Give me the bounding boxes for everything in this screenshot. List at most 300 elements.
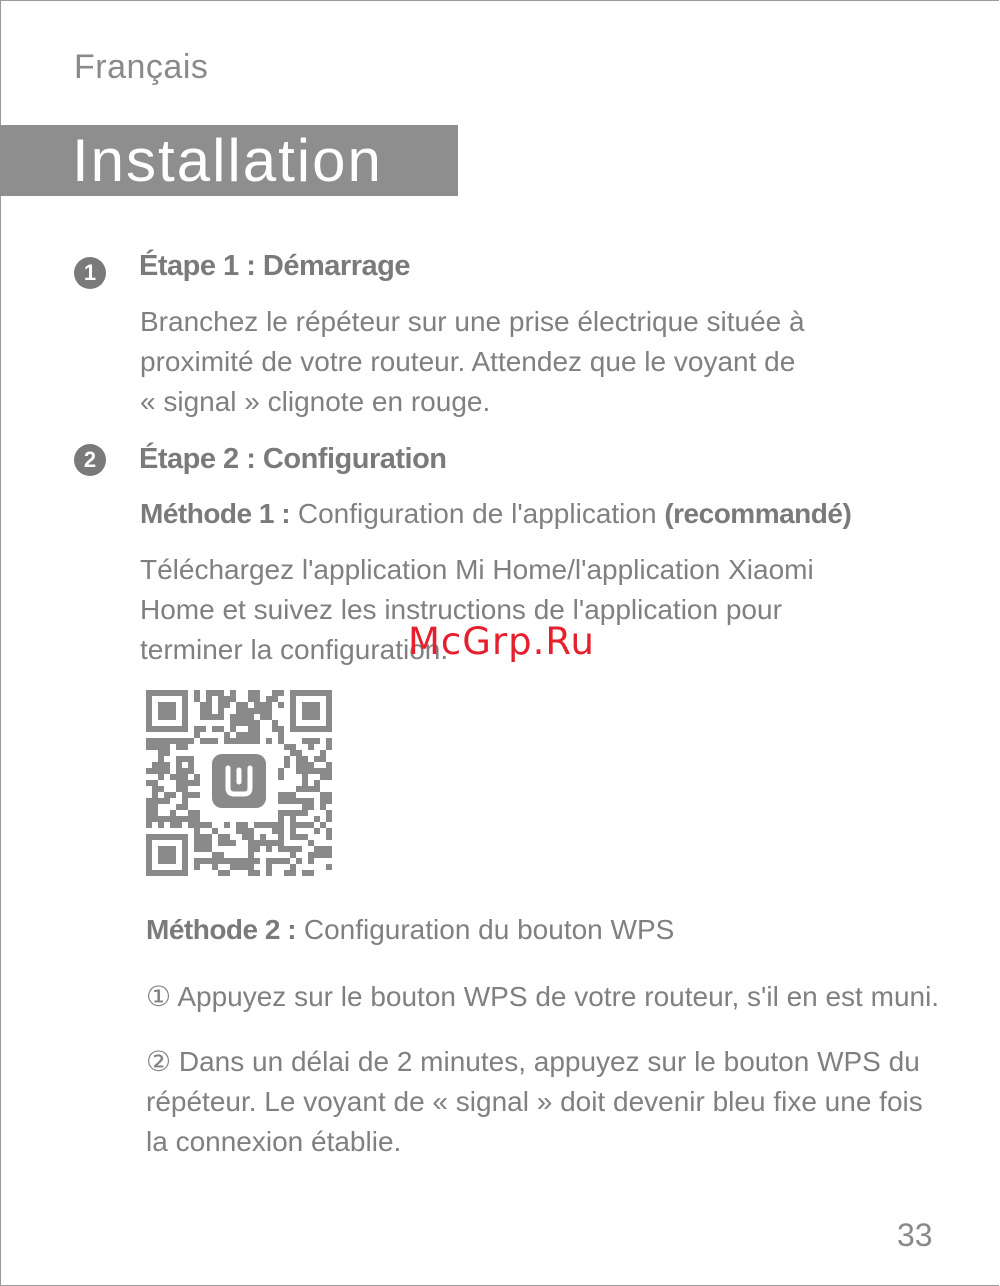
qr-module xyxy=(290,792,296,798)
qr-module xyxy=(158,756,164,762)
step-2-number-badge: 2 xyxy=(74,444,106,476)
qr-module xyxy=(260,702,266,708)
qr-module xyxy=(146,738,152,744)
step-1-body xyxy=(140,302,805,422)
qr-module xyxy=(290,750,296,756)
qr-module xyxy=(308,744,314,750)
qr-module xyxy=(194,828,200,834)
qr-module xyxy=(302,798,308,804)
qr-module xyxy=(266,696,272,702)
qr-module xyxy=(182,780,188,786)
qr-module xyxy=(326,792,332,798)
qr-module xyxy=(158,768,164,774)
qr-module xyxy=(146,810,152,816)
qr-module xyxy=(326,768,332,774)
qr-module xyxy=(242,720,248,726)
qr-module xyxy=(242,738,248,744)
qr-module xyxy=(176,744,182,750)
qr-module xyxy=(314,756,320,762)
qr-module xyxy=(254,840,260,846)
qr-module xyxy=(272,696,278,702)
qr-module xyxy=(182,804,188,810)
qr-module xyxy=(164,798,170,804)
qr-module xyxy=(326,864,332,870)
qr-module xyxy=(254,858,260,864)
qr-module xyxy=(278,690,284,696)
method-2-line xyxy=(146,914,674,946)
qr-module xyxy=(296,756,302,762)
qr-module xyxy=(248,726,254,732)
qr-module xyxy=(212,828,218,834)
step-1-number-badge: 1 xyxy=(74,257,106,289)
qr-module xyxy=(212,852,218,858)
qr-module xyxy=(194,696,200,702)
qr-module xyxy=(206,690,212,696)
qr-module xyxy=(152,786,158,792)
qr-module xyxy=(254,726,260,732)
qr-module xyxy=(170,792,176,798)
method-1-text: Configuration de l'application xyxy=(290,498,665,529)
qr-module xyxy=(254,822,260,828)
qr-module xyxy=(176,768,182,774)
qr-module xyxy=(194,834,200,840)
qr-module xyxy=(176,756,182,762)
qr-module xyxy=(278,822,284,828)
qr-module xyxy=(278,768,284,774)
qr-module xyxy=(308,870,314,876)
qr-module xyxy=(158,798,164,804)
qr-module xyxy=(224,870,230,876)
qr-module xyxy=(212,858,218,864)
qr-module xyxy=(290,870,296,876)
qr-module xyxy=(248,834,254,840)
qr-module xyxy=(176,774,182,780)
qr-module xyxy=(248,738,254,744)
qr-module xyxy=(194,858,200,864)
qr-module xyxy=(296,750,302,756)
qr-module xyxy=(236,864,242,870)
wps-item-2-line: répéteur. Le voyant de « signal » doit devenir bleu fixe une fois xyxy=(146,1086,923,1117)
qr-module xyxy=(236,822,242,828)
qr-module xyxy=(224,732,230,738)
qr-module xyxy=(272,720,278,726)
qr-module xyxy=(248,690,254,696)
qr-module xyxy=(242,708,248,714)
qr-module xyxy=(206,846,212,852)
qr-module xyxy=(236,732,242,738)
step-1-body-line: « signal » clignote en rouge. xyxy=(140,386,491,417)
qr-module xyxy=(248,846,254,852)
qr-module xyxy=(200,702,206,708)
qr-module xyxy=(278,792,284,798)
qr-module xyxy=(320,852,326,858)
qr-module xyxy=(326,828,332,834)
qr-module xyxy=(320,804,326,810)
qr-module xyxy=(296,810,302,816)
qr-module xyxy=(200,714,206,720)
qr-module xyxy=(206,714,212,720)
qr-module xyxy=(320,750,326,756)
qr-module xyxy=(284,756,290,762)
qr-module xyxy=(194,732,200,738)
qr-module xyxy=(284,798,290,804)
qr-module xyxy=(146,744,152,750)
qr-module xyxy=(296,822,302,828)
qr-module xyxy=(272,858,278,864)
qr-module xyxy=(170,816,176,822)
qr-module xyxy=(176,804,182,810)
qr-module xyxy=(224,696,230,702)
qr-module xyxy=(266,738,272,744)
qr-module xyxy=(206,696,212,702)
qr-module xyxy=(188,822,194,828)
qr-module xyxy=(230,690,236,696)
qr-module xyxy=(308,852,314,858)
qr-module xyxy=(314,738,320,744)
qr-module xyxy=(326,834,332,840)
qr-module xyxy=(314,768,320,774)
qr-module xyxy=(290,828,296,834)
qr-module xyxy=(248,852,254,858)
qr-module xyxy=(164,768,170,774)
qr-module xyxy=(320,822,326,828)
qr-module xyxy=(320,768,326,774)
qr-module xyxy=(290,864,296,870)
wps-item-2-line: la connexion établie. xyxy=(146,1126,402,1157)
qr-module xyxy=(194,726,200,732)
qr-finder-bottom-left xyxy=(146,834,188,876)
qr-module xyxy=(290,744,296,750)
qr-module xyxy=(314,780,320,786)
qr-module xyxy=(302,762,308,768)
qr-module xyxy=(188,768,194,774)
qr-module xyxy=(248,732,254,738)
qr-module xyxy=(254,708,260,714)
qr-module xyxy=(296,834,302,840)
method-1-body-line: Téléchargez l'application Mi Home/l'application Xiaomi xyxy=(140,554,814,585)
qr-module xyxy=(146,780,152,786)
qr-module xyxy=(320,756,326,762)
qr-module xyxy=(200,822,206,828)
qr-module xyxy=(266,702,272,708)
qr-module xyxy=(158,738,164,744)
qr-module xyxy=(194,792,200,798)
qr-module xyxy=(272,822,278,828)
qr-module xyxy=(176,816,182,822)
qr-module xyxy=(242,822,248,828)
qr-module xyxy=(188,780,194,786)
qr-module xyxy=(284,846,290,852)
qr-module xyxy=(152,792,158,798)
qr-module xyxy=(278,828,284,834)
step-1-body-line: Branchez le répéteur sur une prise électrique située à xyxy=(140,306,805,337)
qr-module xyxy=(260,708,266,714)
qr-module xyxy=(302,822,308,828)
qr-module xyxy=(182,816,188,822)
qr-module xyxy=(278,702,284,708)
qr-module xyxy=(242,864,248,870)
qr-module xyxy=(218,726,224,732)
qr-module xyxy=(146,816,152,822)
qr-module xyxy=(254,846,260,852)
qr-module xyxy=(326,798,332,804)
qr-module xyxy=(314,846,320,852)
qr-module xyxy=(236,828,242,834)
qr-module xyxy=(284,744,290,750)
qr-module xyxy=(218,708,224,714)
qr-module xyxy=(296,762,302,768)
qr-module xyxy=(182,756,188,762)
qr-module xyxy=(314,852,320,858)
method-2-text: Configuration du bouton WPS xyxy=(296,914,675,945)
qr-module xyxy=(320,798,326,804)
step-1-heading: Étape 1 : Démarrage xyxy=(139,250,410,282)
qr-module xyxy=(212,714,218,720)
qr-module xyxy=(206,708,212,714)
qr-module xyxy=(308,822,314,828)
qr-module xyxy=(272,840,278,846)
qr-module xyxy=(254,690,260,696)
qr-module xyxy=(230,726,236,732)
qr-module xyxy=(302,804,308,810)
qr-module xyxy=(194,810,200,816)
qr-module xyxy=(200,846,206,852)
mi-home-logo-icon xyxy=(206,748,272,814)
qr-module xyxy=(290,834,296,840)
qr-module xyxy=(302,786,308,792)
qr-module xyxy=(278,858,284,864)
qr-module xyxy=(278,846,284,852)
qr-module xyxy=(218,840,224,846)
qr-module xyxy=(164,792,170,798)
qr-module xyxy=(254,720,260,726)
qr-module xyxy=(200,726,206,732)
qr-module xyxy=(158,816,164,822)
qr-module xyxy=(248,708,254,714)
qr-module xyxy=(248,858,254,864)
qr-module xyxy=(146,804,152,810)
qr-module xyxy=(254,738,260,744)
qr-module xyxy=(296,786,302,792)
qr-module xyxy=(320,846,326,852)
qr-module xyxy=(230,714,236,720)
qr-module xyxy=(152,798,158,804)
qr-module xyxy=(146,822,152,828)
qr-module xyxy=(152,816,158,822)
qr-module xyxy=(308,804,314,810)
qr-finder-top-left xyxy=(146,690,188,732)
qr-module xyxy=(242,732,248,738)
qr-module xyxy=(284,810,290,816)
qr-module xyxy=(194,840,200,846)
qr-module xyxy=(302,780,308,786)
qr-module xyxy=(326,744,332,750)
qr-module xyxy=(152,780,158,786)
qr-module xyxy=(266,840,272,846)
qr-module xyxy=(308,768,314,774)
qr-module xyxy=(290,798,296,804)
qr-module xyxy=(230,696,236,702)
qr-module xyxy=(308,858,314,864)
qr-module xyxy=(218,714,224,720)
qr-module xyxy=(278,726,284,732)
wps-item-2-line: Dans un délai de 2 minutes, appuyez sur le bouton WPS du xyxy=(178,1046,920,1077)
qr-module xyxy=(176,738,182,744)
qr-module xyxy=(278,816,284,822)
qr-module xyxy=(260,714,266,720)
qr-module xyxy=(326,810,332,816)
qr-module xyxy=(266,858,272,864)
qr-module xyxy=(272,828,278,834)
qr-module xyxy=(152,804,158,810)
qr-module xyxy=(200,834,206,840)
qr-module xyxy=(218,852,224,858)
qr-module xyxy=(302,810,308,816)
qr-module xyxy=(290,816,296,822)
wps-item-2-marker: ② xyxy=(146,1046,172,1077)
qr-module xyxy=(158,822,164,828)
qr-module xyxy=(236,720,242,726)
wps-item-1-text: Appuyez sur le bouton WPS de votre routeur, s'il en est muni. xyxy=(177,981,940,1012)
qr-module xyxy=(302,834,308,840)
qr-module xyxy=(194,864,200,870)
qr-module xyxy=(278,834,284,840)
qr-module xyxy=(308,786,314,792)
qr-module xyxy=(158,774,164,780)
qr-module xyxy=(182,792,188,798)
qr-module xyxy=(230,864,236,870)
qr-module xyxy=(248,840,254,846)
qr-module xyxy=(296,846,302,852)
qr-module xyxy=(284,870,290,876)
qr-module xyxy=(218,690,224,696)
qr-module xyxy=(248,828,254,834)
qr-module xyxy=(152,810,158,816)
qr-module xyxy=(194,846,200,852)
qr-module xyxy=(278,810,284,816)
qr-module xyxy=(266,708,272,714)
qr-module xyxy=(188,816,194,822)
qr-module xyxy=(308,738,314,744)
method-1-note: (recommandé) xyxy=(664,498,852,529)
qr-module xyxy=(164,816,170,822)
qr-module xyxy=(296,858,302,864)
qr-module xyxy=(194,774,200,780)
method-2-label: Méthode 2 : xyxy=(146,914,297,945)
qr-module xyxy=(200,858,206,864)
qr-module xyxy=(158,744,164,750)
qr-module xyxy=(212,864,218,870)
qr-module xyxy=(164,762,170,768)
qr-module xyxy=(284,792,290,798)
qr-module xyxy=(278,732,284,738)
qr-module xyxy=(254,870,260,876)
qr-module xyxy=(230,858,236,864)
qr-module xyxy=(224,822,230,828)
qr-module xyxy=(326,762,332,768)
qr-module xyxy=(308,798,314,804)
wps-item-1-marker: ① xyxy=(146,981,172,1012)
method-1-body-line: Home et suivez les instructions de l'application pour xyxy=(140,594,782,625)
qr-module xyxy=(284,858,290,864)
qr-module xyxy=(248,696,254,702)
qr-module xyxy=(188,756,194,762)
qr-module xyxy=(236,714,242,720)
qr-module xyxy=(260,834,266,840)
qr-module xyxy=(224,738,230,744)
qr-module xyxy=(164,738,170,744)
qr-module xyxy=(302,768,308,774)
qr-module xyxy=(146,768,152,774)
qr-module xyxy=(194,822,200,828)
qr-module xyxy=(254,732,260,738)
qr-module xyxy=(212,690,218,696)
qr-module xyxy=(242,834,248,840)
qr-module xyxy=(164,744,170,750)
qr-module xyxy=(314,786,320,792)
qr-module xyxy=(224,834,230,840)
qr-module xyxy=(158,786,164,792)
qr-module xyxy=(176,822,182,828)
qr-module xyxy=(200,738,206,744)
qr-module xyxy=(236,858,242,864)
language-label: Français xyxy=(74,48,209,86)
qr-module xyxy=(158,750,164,756)
qr-module xyxy=(170,774,176,780)
qr-module xyxy=(218,702,224,708)
qr-module xyxy=(206,822,212,828)
watermark: McGrp.Ru xyxy=(408,620,595,663)
qr-module xyxy=(182,744,188,750)
qr-module xyxy=(320,774,326,780)
qr-module xyxy=(152,768,158,774)
qr-module xyxy=(182,786,188,792)
qr-module xyxy=(182,738,188,744)
qr-module xyxy=(302,738,308,744)
qr-module xyxy=(176,762,182,768)
qr-module xyxy=(218,858,224,864)
qr-module xyxy=(314,828,320,834)
qr-module xyxy=(290,810,296,816)
qr-module xyxy=(242,702,248,708)
qr-module xyxy=(194,816,200,822)
qr-module xyxy=(308,762,314,768)
qr-module xyxy=(284,762,290,768)
qr-module xyxy=(200,840,206,846)
qr-module xyxy=(206,702,212,708)
qr-module xyxy=(242,858,248,864)
qr-module xyxy=(326,846,332,852)
qr-module xyxy=(278,840,284,846)
qr-module xyxy=(194,780,200,786)
qr-module xyxy=(266,714,272,720)
qr-module xyxy=(272,726,278,732)
qr-module xyxy=(218,870,224,876)
qr-module xyxy=(302,756,308,762)
qr-module xyxy=(302,774,308,780)
qr-module xyxy=(314,816,320,822)
qr-module xyxy=(218,696,224,702)
qr-module xyxy=(224,840,230,846)
qr-module xyxy=(242,828,248,834)
qr-module xyxy=(206,858,212,864)
qr-module xyxy=(230,738,236,744)
qr-module xyxy=(290,852,296,858)
qr-module xyxy=(326,816,332,822)
qr-module xyxy=(152,744,158,750)
qr-module xyxy=(224,858,230,864)
qr-module xyxy=(236,708,242,714)
